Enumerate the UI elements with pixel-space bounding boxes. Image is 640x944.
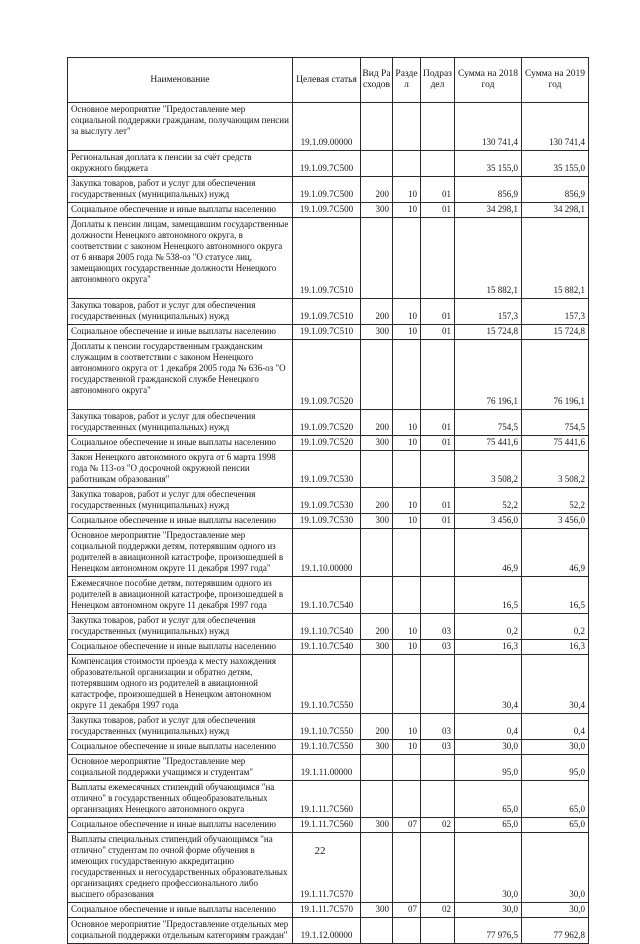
table-row <box>68 714 589 740</box>
cell-name: Доплаты к пенсии государственным гражданским служащим в соответствии с законом Ненецкого автономного округа от 1 декабря 2005 года № 636-оз "О государственной гражданской службе Ненецкого автономного округа" <box>68 340 293 410</box>
cell-section: 10 <box>393 488 421 514</box>
cell-name: Основное мероприятие "Предоставление мер социальной поддержки гражданам, получающим пенсии за выслугу лет" <box>68 103 293 151</box>
header-sum-2019: Сумма на 2019 год <box>522 58 589 103</box>
cell-section: 10 <box>393 514 421 529</box>
cell-expense-type: 300 <box>361 325 393 340</box>
cell-target-article: 19.1.09.00000 <box>293 103 361 151</box>
cell-sum-2019: 0,4 <box>522 714 589 740</box>
cell-sum-2018: 30,4 <box>455 655 522 714</box>
cell-section: 07 <box>393 903 421 918</box>
cell-subsection: 03 <box>421 740 455 755</box>
cell-expense-type <box>361 451 393 488</box>
cell-expense-type: 300 <box>361 818 393 833</box>
cell-target-article: 19.1.11.7C570 <box>293 833 361 903</box>
cell-sum-2019: 75 441,6 <box>522 436 589 451</box>
cell-sum-2018: 16,3 <box>455 640 522 655</box>
cell-name: Ежемесячное пособие детям, потерявшим одного из родителей в авиационной катастрофе, произошедшей в Ненецком автономном округе 11 декабря 1997 года <box>68 577 293 614</box>
table-row <box>68 818 589 833</box>
cell-sum-2018: 157,3 <box>455 299 522 325</box>
cell-sum-2018: 65,0 <box>455 781 522 818</box>
cell-target-article: 19.1.10.7C540 <box>293 640 361 655</box>
cell-name: Региональная доплата к пенсии за счёт средств окружного бюджета <box>68 151 293 177</box>
cell-expense-type: 300 <box>361 740 393 755</box>
cell-sum-2019: 65,0 <box>522 818 589 833</box>
cell-sum-2018: 77 976,5 <box>455 918 522 944</box>
table-row <box>68 218 589 299</box>
cell-section: 10 <box>393 325 421 340</box>
cell-name: Закупка товаров, работ и услуг для обеспечения государственных (муниципальных) нужд <box>68 410 293 436</box>
cell-name: Выплаты ежемесячных стипендий обучающимся "на отлично" в государственных общеобразовательных организациях Ненецкого автономного округа <box>68 781 293 818</box>
cell-subsection: 01 <box>421 203 455 218</box>
header-sum-2018: Сумма на 2018 год <box>455 58 522 103</box>
cell-sum-2019: 16,5 <box>522 577 589 614</box>
cell-subsection <box>421 577 455 614</box>
cell-subsection <box>421 755 455 781</box>
cell-sum-2018: 35 155,0 <box>455 151 522 177</box>
cell-target-article: 19.1.11.7C560 <box>293 818 361 833</box>
cell-name: Социальное обеспечение и иные выплаты населению <box>68 436 293 451</box>
cell-expense-type <box>361 340 393 410</box>
cell-section <box>393 577 421 614</box>
cell-subsection: 01 <box>421 514 455 529</box>
cell-expense-type <box>361 755 393 781</box>
cell-target-article: 19.1.10.7C550 <box>293 714 361 740</box>
table-row <box>68 655 589 714</box>
cell-sum-2018: 15 882,1 <box>455 218 522 299</box>
cell-target-article: 19.1.09.7C530 <box>293 514 361 529</box>
cell-subsection: 03 <box>421 614 455 640</box>
cell-name: Социальное обеспечение и иные выплаты населению <box>68 640 293 655</box>
cell-name: Компенсация стоимости проезда к месту нахождения образовательной организации и обратно детям, потерявшим одного из родителей в авиационной катастрофе, произошедшей в Ненецком автономном округе 11 декабря 1997 года <box>68 655 293 714</box>
table-row <box>68 577 589 614</box>
header-subsection: Подраздел <box>421 58 455 103</box>
cell-expense-type: 300 <box>361 514 393 529</box>
table-row <box>68 529 589 577</box>
cell-expense-type <box>361 918 393 944</box>
cell-sum-2019: 52,2 <box>522 488 589 514</box>
cell-expense-type: 200 <box>361 299 393 325</box>
cell-subsection: 01 <box>421 299 455 325</box>
cell-expense-type: 300 <box>361 203 393 218</box>
cell-sum-2018: 46,9 <box>455 529 522 577</box>
cell-subsection <box>421 918 455 944</box>
cell-section: 10 <box>393 410 421 436</box>
cell-target-article: 19.1.10.7C550 <box>293 655 361 714</box>
cell-sum-2018: 30,0 <box>455 833 522 903</box>
cell-expense-type <box>361 529 393 577</box>
cell-section: 10 <box>393 614 421 640</box>
table-row <box>68 918 589 944</box>
cell-target-article: 19.1.10.7C550 <box>293 740 361 755</box>
cell-subsection: 01 <box>421 436 455 451</box>
table-row <box>68 151 589 177</box>
cell-name: Закупка товаров, работ и услуг для обеспечения государственных (муниципальных) нужд <box>68 488 293 514</box>
cell-sum-2019: 3 508,2 <box>522 451 589 488</box>
cell-section: 10 <box>393 714 421 740</box>
table-row <box>68 103 589 151</box>
cell-subsection <box>421 103 455 151</box>
cell-name: Социальное обеспечение и иные выплаты населению <box>68 203 293 218</box>
cell-sum-2018: 30,0 <box>455 740 522 755</box>
cell-subsection <box>421 529 455 577</box>
table-row <box>68 177 589 203</box>
header-target-article: Целевая статья <box>293 58 361 103</box>
cell-sum-2018: 754,5 <box>455 410 522 436</box>
cell-section <box>393 451 421 488</box>
cell-sum-2019: 77 962,8 <box>522 918 589 944</box>
cell-target-article: 19.1.09.7C500 <box>293 151 361 177</box>
cell-expense-type: 200 <box>361 614 393 640</box>
cell-sum-2018: 76 196,1 <box>455 340 522 410</box>
cell-sum-2018: 75 441,6 <box>455 436 522 451</box>
cell-section <box>393 755 421 781</box>
cell-subsection <box>421 655 455 714</box>
cell-sum-2019: 30,0 <box>522 833 589 903</box>
cell-name: Закупка товаров, работ и услуг для обеспечения государственных (муниципальных) нужд <box>68 177 293 203</box>
table-row <box>68 436 589 451</box>
cell-subsection: 01 <box>421 177 455 203</box>
cell-subsection: 03 <box>421 640 455 655</box>
table-row <box>68 640 589 655</box>
cell-sum-2019: 0,2 <box>522 614 589 640</box>
cell-expense-type <box>361 151 393 177</box>
cell-sum-2019: 130 741,4 <box>522 103 589 151</box>
cell-expense-type <box>361 833 393 903</box>
cell-sum-2019: 157,3 <box>522 299 589 325</box>
table-row <box>68 781 589 818</box>
table-row <box>68 514 589 529</box>
cell-sum-2018: 0,4 <box>455 714 522 740</box>
cell-sum-2018: 3 456,0 <box>455 514 522 529</box>
cell-sum-2019: 3 456,0 <box>522 514 589 529</box>
cell-target-article: 19.1.10.7C540 <box>293 614 361 640</box>
cell-name: Социальное обеспечение и иные выплаты населению <box>68 818 293 833</box>
page-number: 22 <box>314 845 326 857</box>
cell-name: Социальное обеспечение и иные выплаты населению <box>68 514 293 529</box>
cell-subsection <box>421 451 455 488</box>
cell-section <box>393 151 421 177</box>
cell-section <box>393 918 421 944</box>
cell-name: Социальное обеспечение и иные выплаты населению <box>68 325 293 340</box>
cell-subsection: 03 <box>421 714 455 740</box>
table-row <box>68 203 589 218</box>
cell-subsection <box>421 781 455 818</box>
cell-target-article: 19.1.11.7C570 <box>293 903 361 918</box>
cell-sum-2018: 0,2 <box>455 614 522 640</box>
cell-expense-type: 200 <box>361 714 393 740</box>
table-row <box>68 488 589 514</box>
cell-expense-type <box>361 577 393 614</box>
cell-target-article: 19.1.09.7C530 <box>293 451 361 488</box>
cell-target-article: 19.1.09.7C510 <box>293 299 361 325</box>
budget-table <box>67 57 589 944</box>
cell-section <box>393 529 421 577</box>
cell-section: 10 <box>393 299 421 325</box>
table-row <box>68 340 589 410</box>
cell-expense-type: 300 <box>361 436 393 451</box>
cell-section <box>393 781 421 818</box>
cell-sum-2018: 856,9 <box>455 177 522 203</box>
cell-sum-2019: 35 155,0 <box>522 151 589 177</box>
cell-target-article: 19.1.09.7C520 <box>293 340 361 410</box>
cell-sum-2018: 34 298,1 <box>455 203 522 218</box>
cell-expense-type: 200 <box>361 177 393 203</box>
cell-subsection: 02 <box>421 818 455 833</box>
cell-expense-type: 200 <box>361 410 393 436</box>
cell-expense-type <box>361 103 393 151</box>
budget-table-body <box>68 103 589 944</box>
cell-sum-2019: 95,0 <box>522 755 589 781</box>
table-row <box>68 325 589 340</box>
header-section: Раздел <box>393 58 421 103</box>
cell-name: Доплаты к пенсии лицам, замещавшим государственные должности Ненецкого автономного округа, в соответствии с законом Ненецкого автономного округа от 6 января 2005 года № 538-оз "О статусе лиц, замещающих государственные должности Ненецкого автономного округа" <box>68 218 293 299</box>
cell-expense-type: 200 <box>361 488 393 514</box>
cell-target-article: 19.1.10.7C540 <box>293 577 361 614</box>
cell-target-article: 19.1.09.7C510 <box>293 325 361 340</box>
cell-name: Основное мероприятие "Предоставление мер социальной поддержки детям, потерявшим одного из родителей в авиационной катастрофе, произошедшей в Ненецком автономном округе 11 декабря 1997 года" <box>68 529 293 577</box>
cell-sum-2019: 30,0 <box>522 903 589 918</box>
cell-sum-2019: 30,4 <box>522 655 589 714</box>
cell-target-article: 19.1.11.00000 <box>293 755 361 781</box>
cell-sum-2019: 15 882,1 <box>522 218 589 299</box>
cell-section <box>393 218 421 299</box>
cell-sum-2018: 52,2 <box>455 488 522 514</box>
cell-subsection <box>421 833 455 903</box>
cell-section <box>393 655 421 714</box>
cell-name: Социальное обеспечение и иные выплаты населению <box>68 903 293 918</box>
cell-target-article: 19.1.09.7C530 <box>293 488 361 514</box>
cell-subsection <box>421 218 455 299</box>
cell-name: Социальное обеспечение и иные выплаты населению <box>68 740 293 755</box>
cell-expense-type: 300 <box>361 640 393 655</box>
table-row <box>68 410 589 436</box>
cell-section: 10 <box>393 640 421 655</box>
cell-subsection: 02 <box>421 903 455 918</box>
cell-target-article: 19.1.12.00000 <box>293 918 361 944</box>
cell-sum-2019: 30,0 <box>522 740 589 755</box>
cell-subsection: 01 <box>421 488 455 514</box>
cell-section: 10 <box>393 740 421 755</box>
cell-sum-2018: 3 508,2 <box>455 451 522 488</box>
cell-expense-type <box>361 655 393 714</box>
cell-target-article: 19.1.09.7C520 <box>293 436 361 451</box>
cell-target-article: 19.1.11.7C560 <box>293 781 361 818</box>
cell-name: Основное мероприятие "Предоставление мер социальной поддержки учащимся и студентам" <box>68 755 293 781</box>
table-row <box>68 299 589 325</box>
cell-sum-2018: 30,0 <box>455 903 522 918</box>
cell-subsection <box>421 151 455 177</box>
cell-name: Закупка товаров, работ и услуг для обеспечения государственных (муниципальных) нужд <box>68 614 293 640</box>
cell-section <box>393 833 421 903</box>
cell-sum-2019: 754,5 <box>522 410 589 436</box>
cell-sum-2018: 15 724,8 <box>455 325 522 340</box>
cell-sum-2019: 16,3 <box>522 640 589 655</box>
cell-sum-2018: 130 741,4 <box>455 103 522 151</box>
table-header <box>68 58 589 103</box>
cell-target-article: 19.1.09.7C510 <box>293 218 361 299</box>
cell-sum-2019: 34 298,1 <box>522 203 589 218</box>
cell-name: Основное мероприятие "Предоставление отдельных мер социальной поддержки отдельным категориям граждан" <box>68 918 293 944</box>
cell-name: Закупка товаров, работ и услуг для обеспечения государственных (муниципальных) нужд <box>68 714 293 740</box>
cell-target-article: 19.1.09.7C500 <box>293 203 361 218</box>
table-row <box>68 740 589 755</box>
cell-sum-2019: 76 196,1 <box>522 340 589 410</box>
cell-expense-type <box>361 218 393 299</box>
cell-section <box>393 103 421 151</box>
cell-name: Выплаты специальных стипендий обучающимся "на отлично" студентам по очной форме обучения в имеющих государственную аккредитацию государственных и негосударственных образовательных организациях среднего профессионального либо высшего образования <box>68 833 293 903</box>
cell-sum-2018: 65,0 <box>455 818 522 833</box>
cell-name: Закупка товаров, работ и услуг для обеспечения государственных (муниципальных) нужд <box>68 299 293 325</box>
cell-section: 07 <box>393 818 421 833</box>
cell-target-article: 19.1.09.7C520 <box>293 410 361 436</box>
cell-subsection <box>421 340 455 410</box>
cell-target-article: 19.1.09.7C500 <box>293 177 361 203</box>
table-row <box>68 451 589 488</box>
cell-section <box>393 340 421 410</box>
cell-section: 10 <box>393 203 421 218</box>
table-row <box>68 755 589 781</box>
cell-expense-type: 300 <box>361 903 393 918</box>
cell-name: Закон Ненецкого автономного округа от 6 марта 1998 года № 113-оз "О досрочной окружной пенсии работникам образования" <box>68 451 293 488</box>
cell-subsection: 01 <box>421 325 455 340</box>
header-name: Наименование <box>68 58 293 103</box>
cell-sum-2019: 46,9 <box>522 529 589 577</box>
cell-sum-2019: 856,9 <box>522 177 589 203</box>
cell-expense-type <box>361 781 393 818</box>
cell-sum-2018: 16,5 <box>455 577 522 614</box>
cell-sum-2018: 95,0 <box>455 755 522 781</box>
header-expense-type: Вид Расходов <box>361 58 393 103</box>
cell-subsection: 01 <box>421 410 455 436</box>
cell-sum-2019: 15 724,8 <box>522 325 589 340</box>
cell-target-article: 19.1.10.00000 <box>293 529 361 577</box>
table-row <box>68 833 589 903</box>
cell-section: 10 <box>393 177 421 203</box>
cell-sum-2019: 65,0 <box>522 781 589 818</box>
cell-section: 10 <box>393 436 421 451</box>
header-row <box>68 58 589 103</box>
table-row <box>68 614 589 640</box>
